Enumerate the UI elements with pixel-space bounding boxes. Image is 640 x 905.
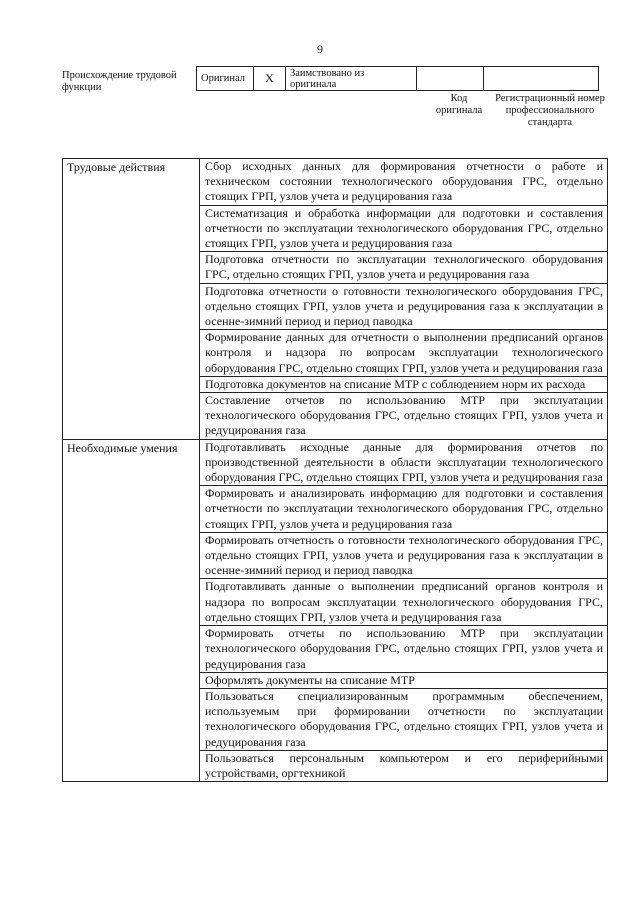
origin-label: Происхождение трудовой функции [62,70,177,93]
code-caption: Код оригинала [435,93,483,116]
origin-table [196,66,599,91]
section-item: Формировать и анализировать информацию для подготовки и составления отчетности по эксплуатации технологического оборудования ГРС, отдельно стоящих ГРП, узлов учета и редуцирования газа [200,486,608,533]
section-label: Трудовые действия [63,159,200,440]
section-item: Систематизация и обработка информации для подготовки и составления отчетности по эксплуатации технологического оборудования ГРС, отдельно стоящих ГРП, узлов учета и редуцирования газа [200,205,608,252]
section-item: Подготавливать данные о выполнении предписаний органов контроля и надзора по вопросам эксплуатации технологического оборудования ГРС, отдельно стоящих ГРП, узлов учета и редуцирования газа [200,579,608,626]
function-table [62,158,608,782]
section-item: Оформлять документы на списание МТР [200,672,608,688]
section-item: Сбор исходных данных для формирования отчетности о работе и техническом состоянии технологического оборудования ГРС, отдельно стоящих ГРП, узлов учета и редуцирования газа [200,159,608,206]
borrowed-cell: Заимствовано из оригинала [286,67,417,91]
section-item: Формирование данных для отчетности о выполнении предписаний органов контроля и надзора по вопросам эксплуатации технологического оборудования ГРС, отдельно стоящих ГРП, узлов учета и редуцирования газа [200,330,608,377]
section-label: Необходимые умения [63,439,200,781]
original-cell: Оригинал [197,67,254,91]
original-mark: X [254,67,286,91]
section-item: Формировать отчеты по использованию МТР при эксплуатации технологического оборудования ГРС, отдельно стоящих ГРП, узлов учета и редуцирования газа [200,626,608,673]
section-item: Формировать отчетность о готовности технологического оборудования ГРС, отдельно стоящих ГРП, узлов учета и редуцирования газа к эксплуатации в осенне-зимний период и период паводка [200,532,608,579]
table-row [63,439,608,486]
table-row [63,159,608,206]
section-item: Составление отчетов по использованию МТР при эксплуатации технологического оборудования ГРС, отдельно стоящих ГРП, узлов учета и редуцирования газа [200,393,608,440]
page-number: 9 [317,42,323,56]
reg-number-cell [484,67,599,91]
section-item: Подготавливать исходные данные для формирования отчетов по производственной деятельности в области эксплуатации технологического оборудования ГРС, отдельно стоящих ГРП, узлов учета и редуцирования газа [200,439,608,486]
section-item: Подготовка документов на списание МТР с соблюдением норм их расхода [200,376,608,392]
section-item: Пользоваться специализированным программным обеспечением, используемым при формировании отчетности по эксплуатации технологического оборудования ГРС, отдельно стоящих ГРП, узлов учета и редуцирования газа [200,688,608,750]
reg-number-caption: Регистрационный номер профессионального стандарта [495,93,605,128]
section-item: Подготовка отчетности о готовности технологического оборудования ГРС, отдельно стоящих ГРП, узлов учета и редуцирования газа к эксплуатации в осенне-зимний период и период паводка [200,283,608,330]
section-item: Подготовка отчетности по эксплуатации технологического оборудования ГРС, отдельно стоящих ГРП, узлов учета и редуцирования газа [200,252,608,283]
code-cell [417,67,484,91]
section-item: Пользоваться персональным компьютером и его периферийными устройствами, оргтехникой [200,750,608,781]
